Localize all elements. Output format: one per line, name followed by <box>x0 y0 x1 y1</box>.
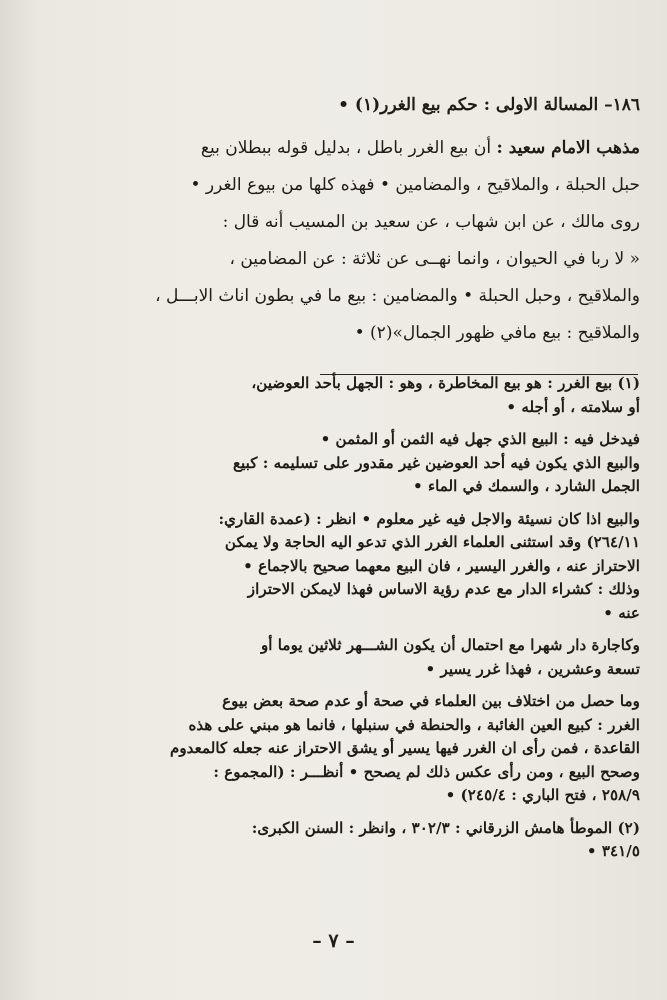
footnote-line: ٢٥٨/٩ ، فتح الباري : ٢٤٥/٤) • <box>445 786 640 804</box>
footnote-line: عنه • <box>603 603 640 622</box>
main-line-text: والملاقيح : بيع مافي ظهور الجمال»(٢) • <box>354 323 640 343</box>
main-line-text: والملاقيح ، وحبل الحبلة • والمضامين : بيع ما في بطون اناث الابـــل ، <box>155 286 640 306</box>
footnote-line: (١) بيع الغرر : هو بيع المخاطرة ، وهو : الجهل بأحد العوضين، <box>251 374 640 392</box>
footnote-line: فيدخل فيه : البيع الذي جهل فيه الثمن أو المثمن • <box>320 430 640 448</box>
footnote-line: والبيع الذي يكون فيه أحد العوضين غير مقدور على تسليمه : كبيع <box>232 453 640 472</box>
page-number: – ٧ – <box>312 930 355 952</box>
main-line-lead: مذهب الامام سعيد : <box>496 138 640 158</box>
footnote-line: وصحح البيع ، ومن رأى عكس ذلك لم يصحح • أنظـــر : (المجموع : <box>213 762 640 781</box>
footnote-line: ٣٤١/٥ • <box>586 842 640 860</box>
footnote-line: والبيع اذا كان نسيئة والاجل فيه غير معلوم • انظر : (عمدة القاري: <box>218 509 640 528</box>
section-heading <box>80 95 640 115</box>
footnote-paragraph <box>80 508 640 626</box>
footnote-line: ٢٦٤/١١) وقد استثنى العلماء الغرر الذي تدعو اليه الحاجة ولا يمكن <box>224 533 640 551</box>
main-line <box>80 278 640 315</box>
footnote-paragraph <box>80 428 640 499</box>
main-line <box>80 167 640 204</box>
footnote-paragraph <box>80 817 640 864</box>
main-line-text: روى مالك ، عن ابن شهاب ، عن سعيد بن المسيب أنه قال : <box>222 212 640 232</box>
footnote-line: وما حصل من اختلاف بين العلماء في صحة أو عدم صحة بعض بيوع <box>222 692 640 710</box>
footnote-paragraph <box>80 634 640 681</box>
footnote-line: تسعة وعشرين ، فهذا غرر يسير • <box>425 659 640 678</box>
footnotes <box>80 372 640 873</box>
footnote-line: الجمل الشارد ، والسمك في الماء • <box>412 477 640 495</box>
footnote-line: الاحتراز عنه ، والغرر اليسير ، فان البيع معهما صحيح بالاجماع • <box>243 556 640 575</box>
footnote-paragraph <box>80 372 640 419</box>
main-line <box>80 204 640 241</box>
main-line <box>80 315 640 352</box>
footnote-line: أو سلامته ، أو أجله • <box>506 397 640 416</box>
main-line-text: أن بيع الغرر باطل ، بدليل قوله ببطلان بيع <box>200 138 497 158</box>
footnote-line: وذلك : كشراء الدار مع عدم رؤية الاساس فهذا لايمكن الاحتراز <box>247 580 640 598</box>
main-line-text: حبل الحبلة ، والملاقيح ، والمضامين • فهذه كلها من بيوع الغرر • <box>190 175 640 195</box>
footnote-line: الغرر : كبيع العين الغائبة ، والحنطة في سنبلها ، فانما هو مبني على هذه <box>188 715 640 734</box>
footnote-line: القاعدة ، فمن رأى ان الغرر فيها يسير أو يشق الاحتراز عنه جعله كالمعدوم <box>169 739 640 757</box>
main-line <box>80 130 640 167</box>
main-line <box>80 241 640 278</box>
footnote-paragraph <box>80 690 640 808</box>
footnote-line: وكاجارة دار شهرا مع احتمال أن يكون الشـــهر ثلاثين يوما أو <box>260 636 640 654</box>
footnote-line: (٢) الموطأ هامش الزرقاني : ٣٠٢/٣ ، وانظر : السنن الكبرى: <box>251 818 640 837</box>
heading-text: ١٨٦– المسالة الاولى : حكم بيع الغرر(١) • <box>338 95 640 115</box>
main-text <box>80 130 640 352</box>
main-line-text: « لا ربا في الحيوان ، وانما نهــى عن ثلاثة : عن المضامين ، <box>229 249 640 269</box>
